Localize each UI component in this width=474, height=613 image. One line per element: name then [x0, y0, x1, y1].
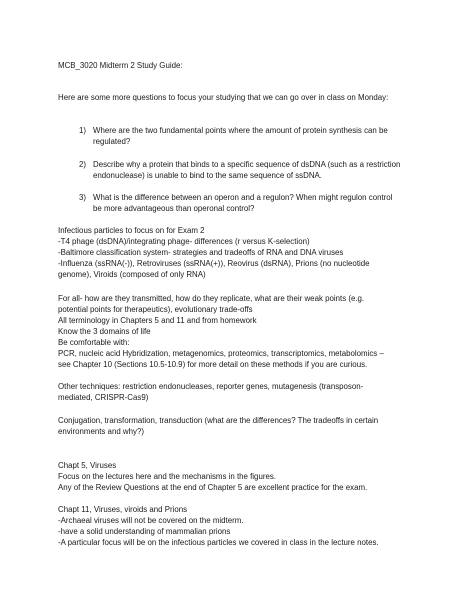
section-line: see Chapter 10 (Sections 10.5-10.9) for more detail on these methods if you are curious. — [58, 360, 368, 369]
question-line: What is the difference between an operon and a regulon? When might regulon control — [93, 193, 393, 202]
section-line: Other techniques: restriction endonucleases, reporter genes, mutagenesis (transposon- — [58, 382, 364, 391]
question-number: 2) — [79, 160, 87, 169]
section-heading: Chapt 11, Viruses, viroids and Prions — [58, 505, 188, 514]
doc-title: MCB_3020 Midterm 2 Study Guide: — [58, 61, 183, 70]
section-line: Any of the Review Questions at the end of Chapter 5 are excellent practice for the exam. — [58, 483, 368, 492]
section-line: potential points for therapeutics), evolutionary trade-offs — [58, 305, 253, 314]
section-line: -Archaeal viruses will not be covered on the midterm. — [58, 516, 244, 525]
question-number: 3) — [79, 193, 87, 202]
question-line: be more advantageous than operonal control? — [93, 204, 255, 213]
section-line: For all- how are they transmitted, how do they replicate, what are their weak points (e.g. — [58, 294, 365, 303]
section-heading: Infectious particles to focus on for Exam 2 — [58, 226, 205, 235]
section-line: -have a solid understanding of mammalian prions — [58, 527, 231, 536]
question-number: 1) — [79, 126, 87, 135]
section-line: Conjugation, transformation, transduction (what are the differences? The tradeoffs in certain — [58, 416, 379, 425]
question-line: Where are the two fundamental points where the amount of protein synthesis can be — [93, 126, 388, 135]
section-line: environments and why?) — [58, 427, 144, 436]
section-line: mediated, CRISPR-Cas9) — [58, 393, 149, 402]
section-line: Focus on the lectures here and the mechanisms in the figures. — [58, 472, 276, 481]
section-line: Be comfortable with: — [58, 338, 130, 347]
section-line: PCR, nucleic acid Hybridization, metagenomics, proteomics, transcriptomics, metabolomics – — [58, 349, 384, 358]
section-line: -Baltimore classification system- strategies and tradeoffs of RNA and DNA viruses — [58, 248, 344, 257]
section-line: -T4 phage (dsDNA)/integrating phage- differences (r versus K-selection) — [58, 237, 310, 246]
section-line: -Influenza (ssRNA(-)), Retroviruses (ssRNA(+)), Reovirus (dsRNA), Prions (no nucleotide — [58, 259, 370, 268]
section-line: Know the 3 domains of life — [58, 327, 151, 336]
question-line: regulated? — [93, 137, 131, 146]
section-heading: Chapt 5, Viruses — [58, 461, 117, 470]
section-line: -A particular focus will be on the infectious particles we covered in class in the lecture notes. — [58, 538, 379, 547]
section-line: All terminology in Chapters 5 and 11 and from homework — [58, 316, 257, 325]
section-line: genome), Viroids (composed of only RNA) — [58, 270, 206, 279]
question-line: endonuclease) is unable to bind to the same sequence of ssDNA. — [93, 171, 322, 180]
intro-text: Here are some more questions to focus your studying that we can go over in class on Monday: — [58, 93, 389, 102]
question-line: Describe why a protein that binds to a specific sequence of dsDNA (such as a restriction — [93, 160, 401, 169]
